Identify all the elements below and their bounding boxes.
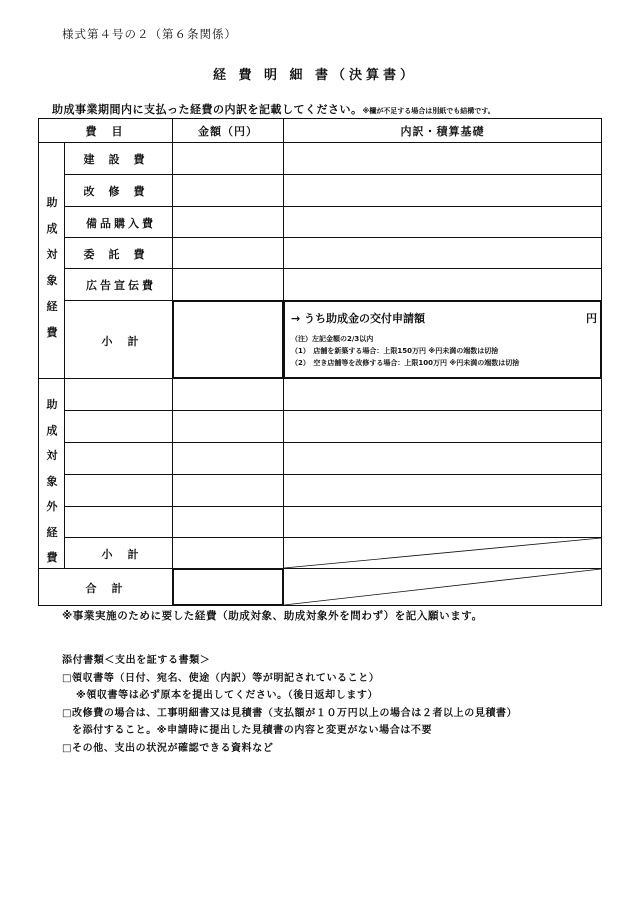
attachments-heading: 添付書類＜支出を証する書類＞ — [62, 655, 211, 666]
vertical-char: 費 — [46, 326, 58, 339]
header-breakdown: 内訳・積算基礎 — [400, 125, 485, 138]
vertical-char: 成 — [46, 423, 58, 437]
attachments-section — [62, 652, 517, 757]
attachment-renovation-cont: を添付すること。※申請時に提出した見積書の内容と変更がない場合は不要 — [72, 725, 433, 736]
item-equipment: 備品購入費 — [86, 217, 156, 230]
vertical-char: 外 — [46, 500, 58, 513]
subsidized-subtotal-label: 小 計 — [101, 335, 141, 348]
header-item: 費 目 — [85, 125, 125, 138]
vertical-char: 象 — [46, 474, 58, 488]
item-advertising: 広告宣伝費 — [86, 279, 156, 292]
instruction-main: 助成事業期間内に支払った経費の内訳を記載してください。 — [52, 103, 363, 116]
vertical-char: 経 — [46, 300, 58, 313]
vertical-char: 対 — [46, 248, 58, 261]
vertical-char: 助 — [46, 196, 58, 209]
item-renovation: 改修費 — [83, 185, 159, 198]
table-footnote: ※事業実施のために要した経費（助成対象、助成対象外を問わず）を記入願います。 — [62, 610, 483, 622]
item-outsourcing: 委託費 — [83, 248, 159, 261]
header-amount: 金額（円） — [198, 125, 258, 138]
attachment-renovation: □改修費の場合は、工事明細書又は見積書（支払額が１０万円以上の場合は２者以上の見積書） — [62, 707, 518, 719]
grant-note-1: （注）左記金額の2/3以内 — [291, 335, 374, 343]
item-construction: 建設費 — [83, 153, 159, 166]
vertical-char: 対 — [46, 449, 58, 462]
vertical-char: 象 — [46, 274, 58, 287]
page-title: 経 費 明 細 書（決算書） — [212, 68, 418, 83]
subsidized-label — [40, 190, 64, 346]
attachment-receipts: □領収書等（日付、宛名、使途（内訳）等が明記されていること） — [62, 672, 380, 684]
attachment-other: □その他、支出の状況が確認できる資料など — [62, 742, 274, 754]
non-subsidized-label — [40, 392, 64, 571]
vertical-char: 助 — [46, 398, 58, 411]
grant-request-unit: 円 — [586, 312, 597, 325]
grant-note-2: （1） 店舗を新築する場合：上限150万円 ※円未満の端数は切捨 — [291, 347, 499, 355]
grant-request-label: → うち助成金の交付申請額 — [291, 312, 426, 325]
non-subsidized-subtotal-label: 小 計 — [101, 548, 141, 561]
grant-request-box — [291, 310, 597, 368]
vertical-char: 成 — [46, 222, 58, 235]
attachment-receipts-note: ※領収書等は必ず原本を提出してください。（後日返却します） — [76, 690, 379, 701]
vertical-char: 経 — [46, 525, 58, 539]
grant-note-3: （2） 空き店舗等を改修する場合：上限100万円 ※円未満の端数は切捨 — [291, 359, 520, 367]
vertical-char: 費 — [46, 551, 58, 564]
instruction-note: ※欄が不足する場合は別紙でも結構です。 — [362, 107, 495, 115]
form-number: 様式第４号の２（第６条関係） — [62, 27, 237, 41]
total-label: 合 計 — [85, 582, 125, 595]
